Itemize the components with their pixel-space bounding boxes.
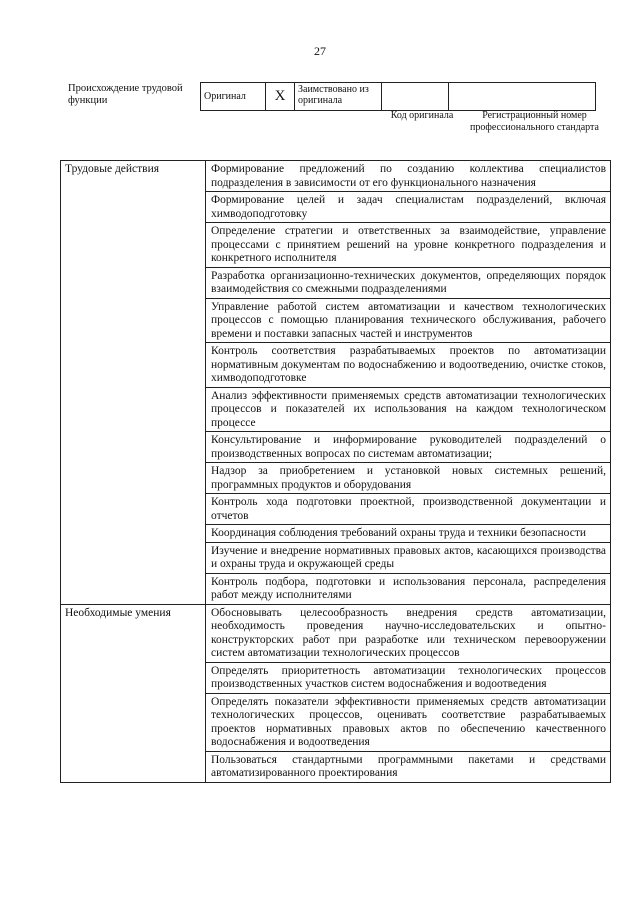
labor-function-table	[60, 160, 611, 783]
list-item: Формирование целей и задач специалистам подразделений, включая химводоподготовку	[206, 192, 611, 223]
table-row	[61, 604, 611, 662]
original-mark: X	[266, 83, 295, 111]
code-caption: Код оригинала	[390, 110, 454, 121]
list-item: Формирование предложений по созданию коллектива специалистов подразделения в зависимости от его функционального назначения	[206, 161, 611, 192]
page-number: 27	[314, 44, 326, 58]
list-item: Определять приоритетность автоматизации технологических процессов производственных участков систем водоснабжения и водоотведения	[206, 662, 611, 693]
list-item: Контроль хода подготовки проектной, производственной документации и отчетов	[206, 494, 611, 525]
origin-label: Происхождение трудовой функции	[68, 83, 183, 106]
list-item: Обосновывать целесообразность внедрения средств автоматизации, необходимость проведения научно-исследовательских и опытно-конструкторских работ при разработке или техническом перевооружении систем автоматизации технологических процессов	[206, 604, 611, 662]
list-item: Контроль соответствия разрабатываемых проектов по автоматизации нормативным документам по водоснабжению и водоотведению, очистке стоков, химводоподготовке	[206, 343, 611, 388]
section-title: Трудовые действия	[61, 161, 206, 605]
code-cell	[382, 83, 449, 111]
list-item: Анализ эффективности применяемых средств автоматизации технологических процессов и показателей их использования на каждом технологическом процессе	[206, 387, 611, 432]
list-item: Пользоваться стандартными программными пакетами и средствами автоматизированного проектирования	[206, 751, 611, 782]
list-item: Определение стратегии и ответственных за взаимодействие, управление процессами с принятием решений на уровне конкретного подразделения и конкретного исполнителя	[206, 223, 611, 268]
list-item: Консультирование и информирование руководителей подразделений о производственных вопросах по системам автоматизации;	[206, 432, 611, 463]
origin-table	[200, 82, 596, 111]
list-item: Координация соблюдения требований охраны труда и техники безопасности	[206, 525, 611, 543]
original-cell: Оригинал	[201, 83, 266, 111]
table-row	[61, 161, 611, 192]
reg-number-cell	[449, 83, 596, 111]
reg-number-caption: Регистрационный номер профессионального стандарта	[470, 110, 599, 133]
list-item: Контроль подбора, подготовки и использования персонала, распределения работ между исполнителями	[206, 573, 611, 604]
list-item: Надзор за приобретением и установкой новых системных решений, программных продуктов и оборудования	[206, 463, 611, 494]
borrowed-cell: Заимствовано из оригинала	[295, 83, 382, 111]
list-item: Определять показатели эффективности применяемых средств автоматизации технологических процессов, оценивать соответствие разрабатываемых проектов нормативных правовых актов по обеспечению качественного водоснабжения и водоотведения	[206, 693, 611, 751]
list-item: Изучение и внедрение нормативных правовых актов, касающихся производства и охраны труда и окружающей среды	[206, 542, 611, 573]
list-item: Разработка организационно-технических документов, определяющих порядок взаимодействия со смежными подразделениями	[206, 267, 611, 298]
list-item: Управление работой систем автоматизации и качеством технологических процессов с помощью планирования технического обслуживания, рабочего времени и поставки запасных частей и инструментов	[206, 298, 611, 343]
section-title: Необходимые умения	[61, 604, 206, 782]
